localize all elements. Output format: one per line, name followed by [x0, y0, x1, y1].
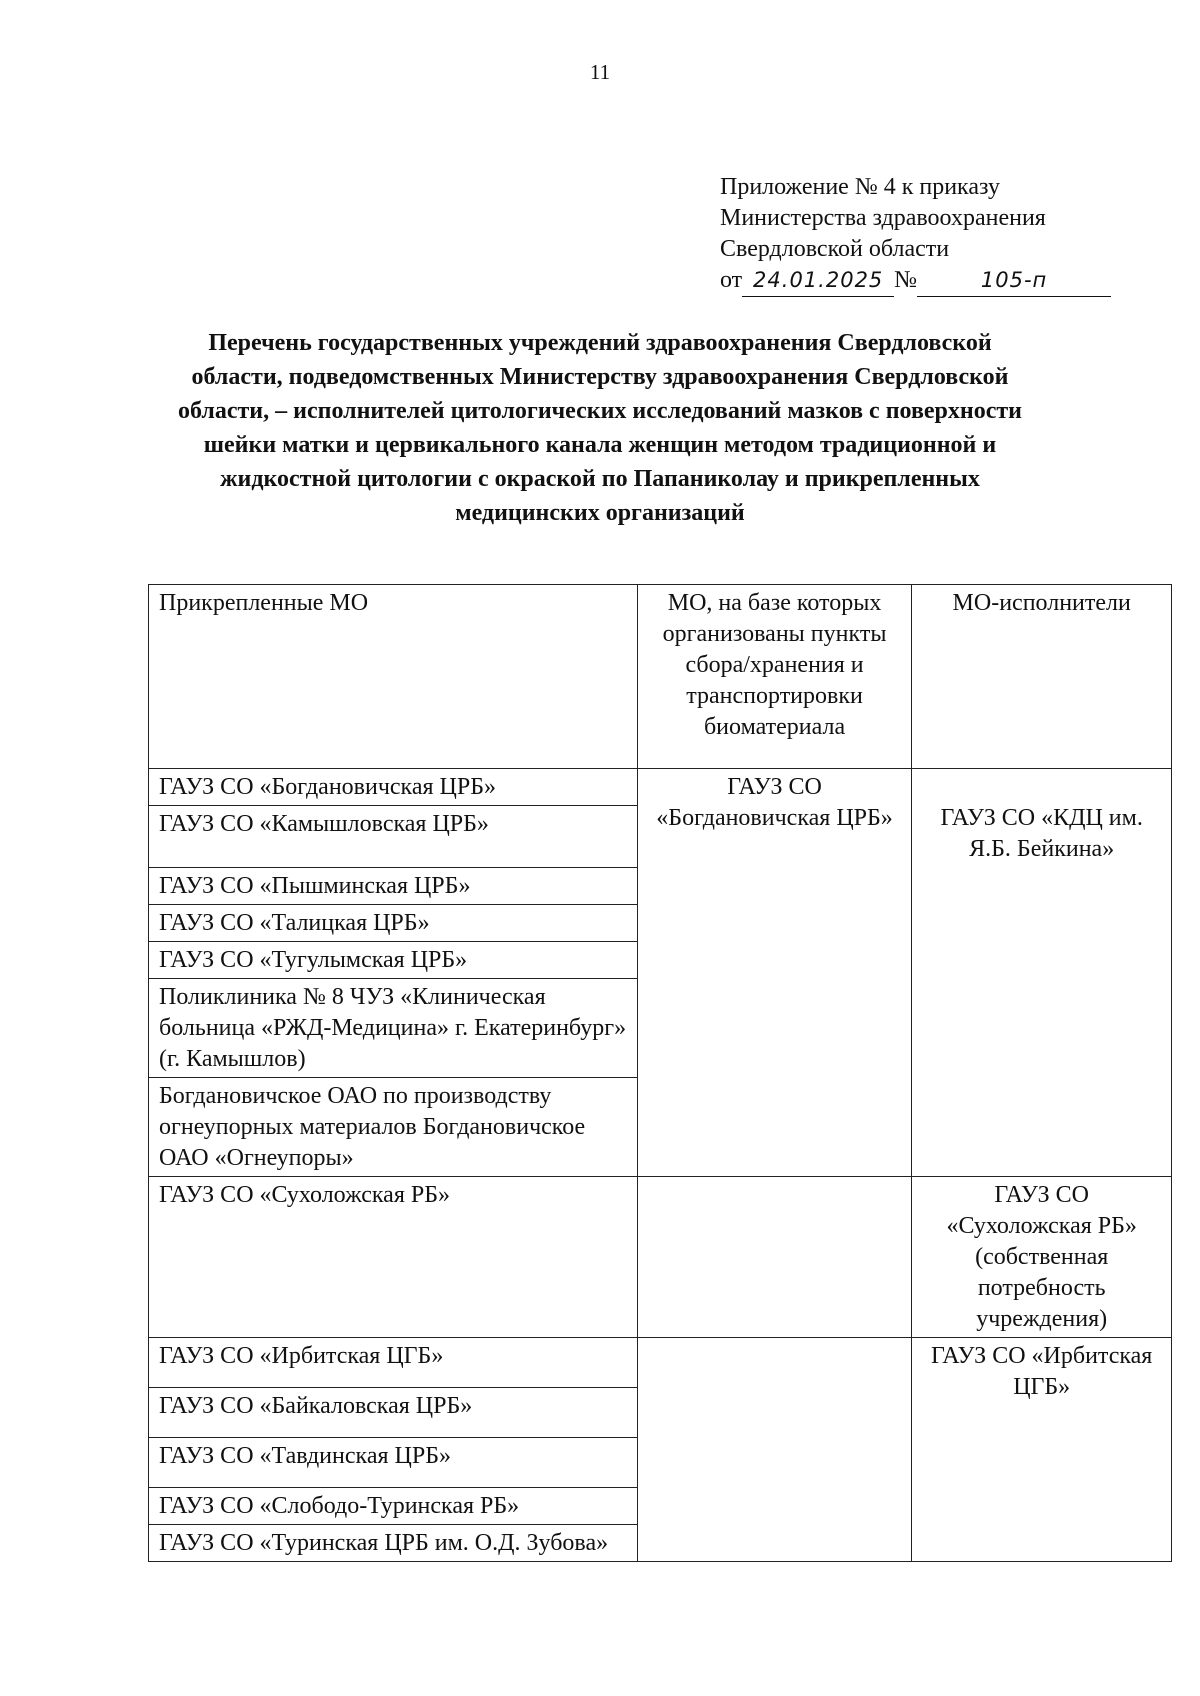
attached-cell: ГАУЗ СО «Тавдинская ЦРБ» [149, 1438, 638, 1488]
title-line: Перечень государственных учреждений здравоохранения Свердловской [208, 330, 992, 356]
base-cell [637, 1177, 912, 1338]
attached-cell: ГАУЗ СО «Талицкая ЦРБ» [149, 905, 638, 942]
appendix-block [720, 172, 1120, 297]
handwritten-date: 24.01.2025 [742, 265, 894, 297]
appendix-line-1: Приложение № 4 к приказу [720, 174, 1000, 200]
base-cell [637, 1338, 912, 1562]
header-base: МО, на базе которых организованы пункты сбора/хранения и транспортировки биоматериала [637, 585, 912, 769]
document-title [100, 326, 1100, 530]
date-prefix: от [720, 267, 743, 293]
attached-cell: ГАУЗ СО «Слободо-Туринская РБ» [149, 1488, 638, 1525]
title-line: медицинских организаций [455, 500, 745, 526]
attached-cell: Богдановичское ОАО по производству огнеупорных материалов Богдановичское ОАО «Огнеупоры» [149, 1078, 638, 1177]
attached-cell: ГАУЗ СО «Байкаловская ЦРБ» [149, 1388, 638, 1438]
title-line: области, подведомственных Министерству здравоохранения Свердловской [191, 364, 1009, 390]
number-label: № [894, 267, 918, 293]
attached-cell: ГАУЗ СО «Богдановичская ЦРБ» [149, 769, 638, 806]
title-line: шейки матки и цервикального канала женщин методом традиционной и [203, 432, 997, 458]
order-date-number [720, 265, 1120, 297]
appendix-line-3: Свердловской области [720, 236, 950, 262]
appendix-line-2: Министерства здравоохранения [720, 205, 1046, 231]
title-line: области, – исполнителей цитологических исследований мазков с поверхности [178, 398, 1022, 424]
attached-cell: ГАУЗ СО «Пышминская ЦРБ» [149, 868, 638, 905]
attached-cell: ГАУЗ СО «Туринская ЦРБ им. О.Д. Зубова» [149, 1525, 638, 1562]
header-executors: МО-исполнители [912, 585, 1172, 769]
handwritten-number: 105-п [917, 265, 1111, 297]
header-attached: Прикрепленные МО [149, 585, 638, 769]
table-row [149, 769, 1172, 806]
title-line: жидкостной цитологии с окраской по Папаниколау и прикрепленных [220, 466, 980, 492]
attached-cell: ГАУЗ СО «Тугулымская ЦРБ» [149, 942, 638, 979]
organizations-table [148, 584, 1172, 1562]
attached-cell: ГАУЗ СО «Камышловская ЦРБ» [149, 806, 638, 868]
attached-cell: Поликлиника № 8 ЧУЗ «Клиническая больница «РЖД-Медицина» г. Екатеринбург» (г. Камышлов) [149, 979, 638, 1078]
table-row [149, 1177, 1172, 1338]
attached-cell: ГАУЗ СО «Ирбитская ЦГБ» [149, 1338, 638, 1388]
executor-cell: ГАУЗ СО «Ирбитская ЦГБ» [912, 1338, 1172, 1562]
table-header-row [149, 585, 1172, 769]
executor-cell: ГАУЗ СО «КДЦ им. Я.Б. Бейкина» [912, 769, 1172, 1177]
table-row [149, 1338, 1172, 1388]
executor-cell: ГАУЗ СО «Сухоложская РБ» (собственная потребность учреждения) [912, 1177, 1172, 1338]
attached-cell: ГАУЗ СО «Сухоложская РБ» [149, 1177, 638, 1338]
base-cell: ГАУЗ СО «Богдановичская ЦРБ» [637, 769, 912, 1177]
page-number: 11 [589, 60, 611, 84]
